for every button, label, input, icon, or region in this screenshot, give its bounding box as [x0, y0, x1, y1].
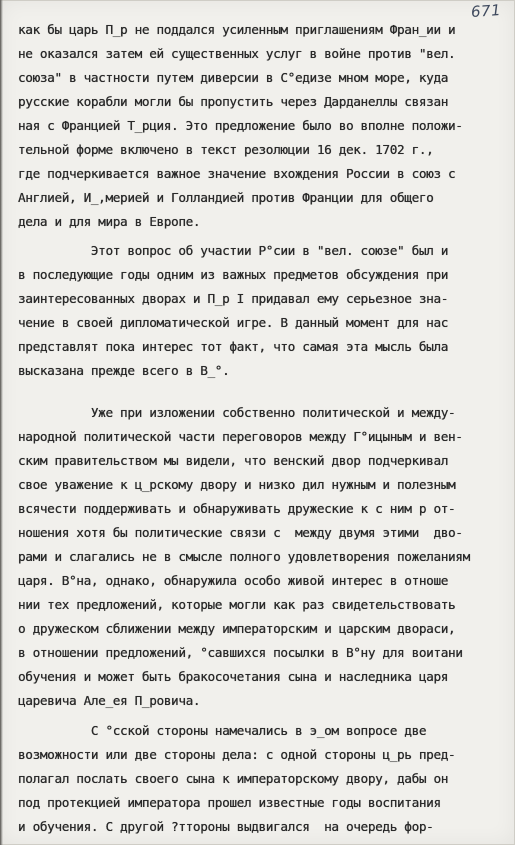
text-line: высказана прежде всего в В_°. [18, 363, 230, 378]
text-line: союза" в частности путем диверсии в С°едизе мном море, куда [18, 70, 449, 85]
text-line: под протекцией императора прошел известные годы воспитания [18, 795, 441, 810]
text-line: не оказался затем ей существенных услуг в войне против "вел. [18, 46, 456, 61]
text-line: всячести поддерживать и обнаруживать дружеские к с ним р от- [18, 501, 456, 516]
page-number: 671 [470, 0, 502, 22]
text-line: царя. В°на, однако, обнаружила особо живой интерес в отноше [18, 573, 449, 588]
text-line: рами и слагались не в смысле полного удовлетворения пожеланиям [18, 549, 470, 564]
text-line: русские корабли могли бы пропустить через Дарданеллы связан [18, 94, 449, 109]
text-line: обучения и может быть бракосочетания сына и наследника царя [18, 669, 449, 684]
text-line: тельной форме включено в текст резолюции 16 дек. 1702 г., [18, 142, 434, 157]
text-line: ная с Францией Т_рция. Это предложение было во вполне положи- [18, 118, 463, 133]
text-line: о дружеском сближении между императорским и царским двораси, [18, 621, 456, 636]
text-line: Англией, И_,мерией и Голландией против Франции для общего [18, 190, 434, 205]
text-line: в последующие годы одним из важных предметов обсуждения при [18, 267, 449, 282]
text-line: Этот вопрос об участии Р°сии в "вел. союзе" был и [18, 243, 449, 258]
text-line: и обучения. С другой ?ттороны выдвигался на очередь фор- [18, 819, 434, 834]
text-line: где подчеркивается важное значение вхождения России в союз с [18, 166, 456, 181]
text-line: как бы царь П_р не поддался усиленным приглашениям Фран_ии и [18, 22, 456, 37]
text-line: свое уважение к ц_рскому двору и низко дил нужным и полезным [18, 477, 456, 492]
text-line: Уже при изложении собственно политической и между- [18, 405, 456, 420]
text-line: представлят пока интерес тот факт, что самая эта мысль была [18, 339, 449, 354]
text-line: в отношении предложений, °савшихся посылки в В°ну для воитани [18, 645, 463, 660]
text-line: нии тех предложений, которые могли как раз свидетельствовать [18, 597, 456, 612]
text-line: возможности или две стороны дела: с одной стороны ц_рь пред- [18, 747, 456, 762]
text-line: ношения хотя бы политические связи с между двумя этими дво- [18, 525, 463, 540]
text-line: ским правительством мы видели, что венский двор подчеркивал [18, 453, 449, 468]
text-line: С °сской стороны намечались в э_ом вопросе две [18, 723, 427, 738]
text-line: чение в своей дипломатической игре. В данный момент для нас [18, 315, 449, 330]
text-line: полагал послать своего сына к императорскому двору, дабы он [18, 771, 449, 786]
text-line: дела и для мира в Европе. [18, 214, 201, 229]
text-line: заинтересованных дворах и П_р I придавал ему серьезное зна- [18, 291, 449, 306]
text-line: народной политической части переговоров между Г°ицыным и вен- [18, 429, 463, 444]
text-line: царевича Але_ея П_ровича. [18, 693, 201, 708]
